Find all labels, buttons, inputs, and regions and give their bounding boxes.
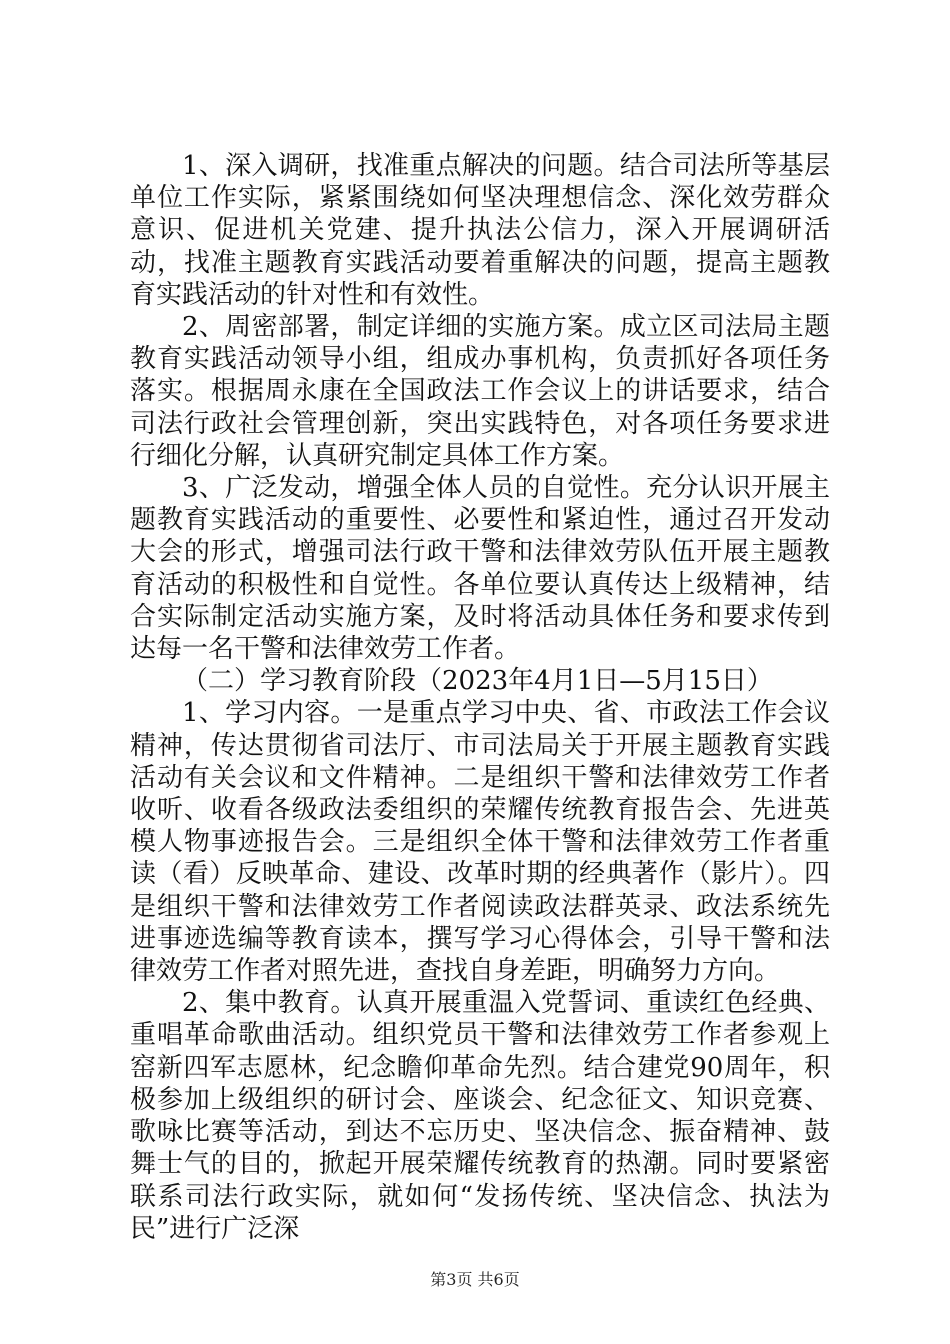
paragraph-deployment: 2、周密部署，制定详细的实施方案。成立区司法局主题教育实践活动领导小组，组成办事机构，负责抓好各项任务落实。根据周永康在全国政法工作会议上的讲话要求，结合司法行政社会管理创新，突出实践特色，对各项任务要求进行细化分解，认真研究制定具体工作方案。 bbox=[130, 312, 830, 471]
section-heading-study-phase: （二）学习教育阶段（2023年4月1日—5月15日） bbox=[182, 666, 773, 697]
page-number-footer: 第3页 共6页 bbox=[430, 1270, 520, 1289]
paragraph-investigation: 1、深入调研，找准重点解决的问题。结合司法所等基层单位工作实际，紧紧围绕如何坚决理想信念、深化效劳群众意识、促进机关党建、提升执法公信力，深入开展调研活动，找准主题教育实践活动要着重解决的问题，提高主题教育实践活动的针对性和有效性。 bbox=[130, 151, 830, 310]
document-body bbox=[130, 150, 830, 1245]
paragraph-concentrated-education: 2、集中教育。认真开展重温入党誓词、重读红色经典、重唱革命歌曲活动。组织党员干警和法律效劳工作者参观上窑新四军志愿林，纪念瞻仰革命先烈。结合建党90周年，积极参加上级组织的研讨会、座谈会、纪念征文、知识竞赛、歌咏比赛等活动，到达不忘历史、坚决信念、振奋精神、鼓舞士气的目的，掀起开展荣耀传统教育的热潮。同时要紧密联系司法行政实际，就如何“发扬传统、坚决信念、执法为民”进行广泛深 bbox=[130, 988, 830, 1244]
paragraph-mobilization: 3、广泛发动，增强全体人员的自觉性。充分认识开展主题教育实践活动的重要性、必要性和紧迫性，通过召开发动大会的形式，增强司法行政干警和法律效劳队伍开展主题教育活动的积极性和自觉性。各单位要认真传达上级精神，结合实际制定活动实施方案，及时将活动具体任务和要求传到达每一名干警和法律效劳工作者。 bbox=[130, 473, 830, 665]
paragraph-study-content: 1、学习内容。一是重点学习中央、省、市政法工作会议精神，传达贯彻省司法厅、市司法局关于开展主题教育实践活动有关会议和文件精神。二是组织干警和法律效劳工作者收听、收看各级政法委组织的荣耀传统教育报告会、先进英模人物事迹报告会。三是组织全体干警和法律效劳工作者重读（看）反映革命、建设、改革时期的经典著作（影片）。四是组织干警和法律效劳工作者阅读政法群英录、政法系统先进事迹选编等教育读本，撰写学习心得体会，引导干警和法律效劳工作者对照先进，查找自身差距，明确努力方向。 bbox=[130, 698, 830, 987]
